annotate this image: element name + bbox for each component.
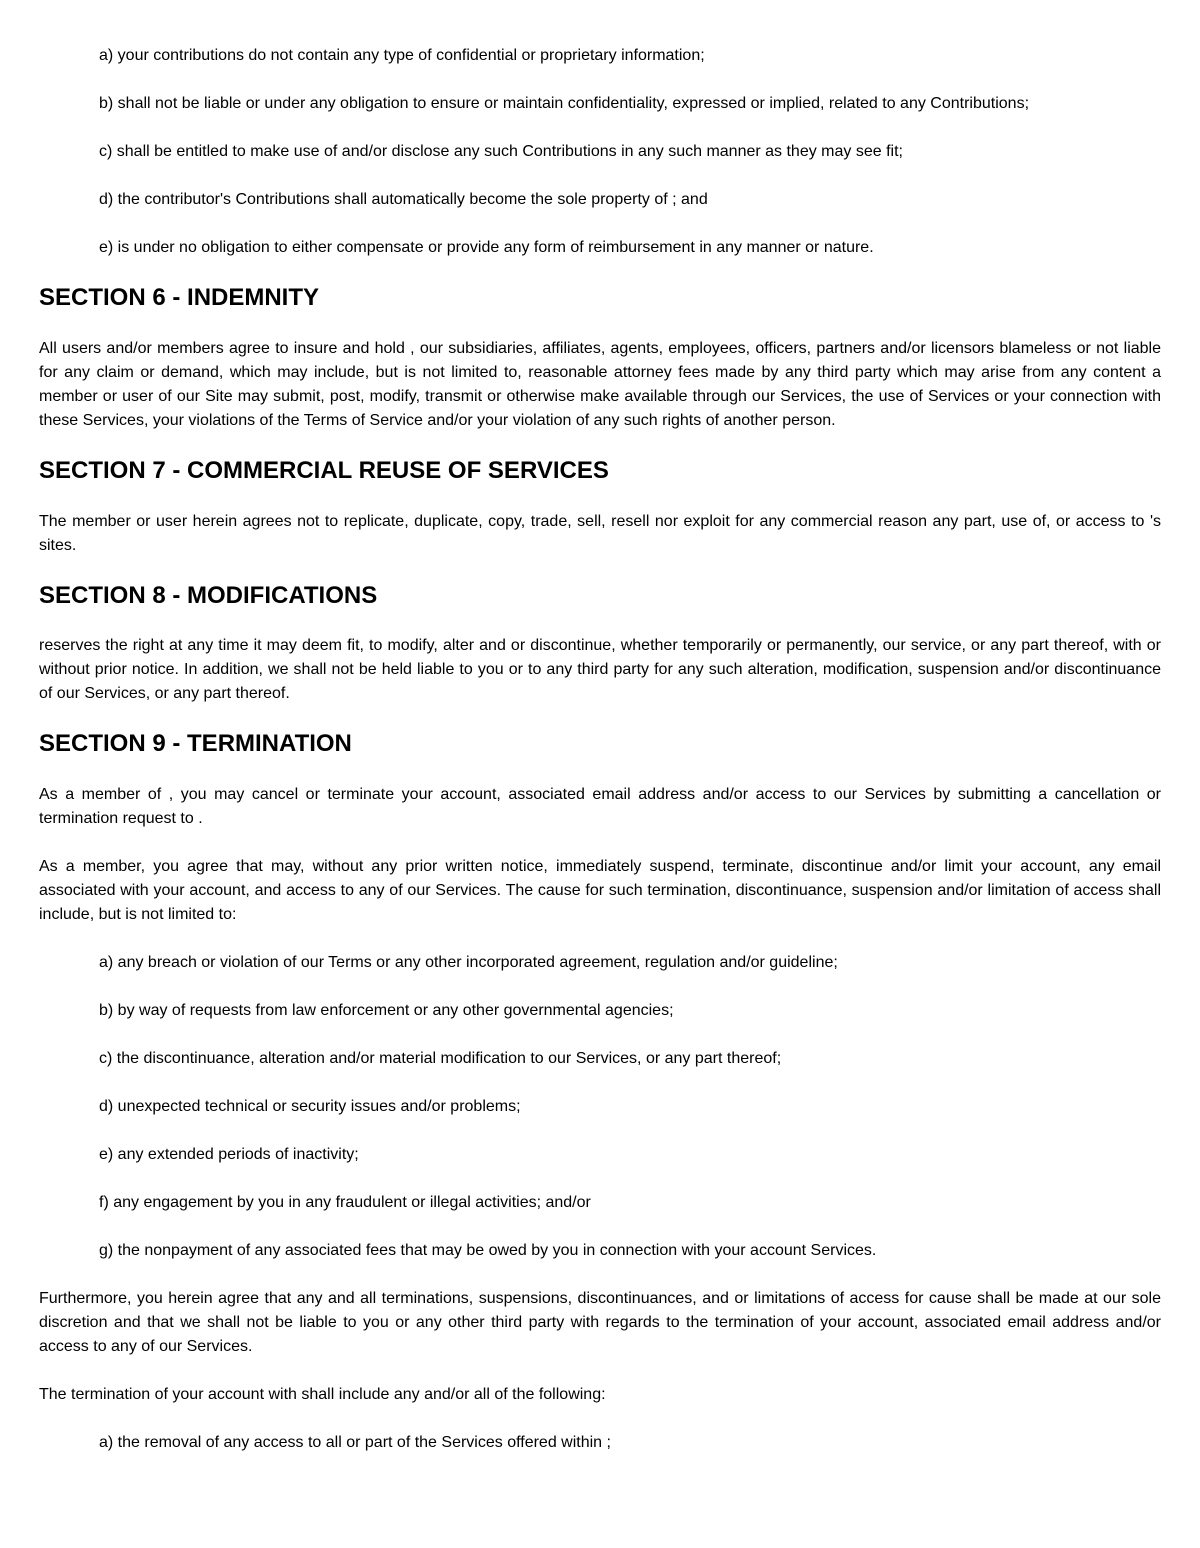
section-6-indemnity-heading: SECTION 6 - INDEMNITY xyxy=(39,284,320,311)
termination-cause-d: d) unexpected technical or security issues and/or problems; xyxy=(99,1098,521,1116)
contribution-term-c: c) shall be entitled to make use of and/or disclose any such Contributions in any such manner as they may see fit; xyxy=(99,143,903,160)
termination-cause-b: b) by way of requests from law enforcement or any other governmental agencies; xyxy=(99,1002,674,1020)
contribution-term-e: e) is under no obligation to either compensate or provide any form of reimbursement in any manner or nature. xyxy=(99,239,874,256)
contribution-term-d: d) the contributor's Contributions shall automatically become the sole property of ; and xyxy=(99,191,708,208)
termination-cause-c: c) the discontinuance, alteration and/or material modification to our Services, or any part thereof; xyxy=(99,1050,782,1068)
section-9-liability-note: Furthermore, you herein agree that any and all terminations, suspensions, discontinuances, and or limitations of access for cause shall be made at our sole discretion and that we shall not be liable to you or any other third party with regards to the termination of your account, associated email address and/or access to any of our Services. xyxy=(39,1290,1161,1356)
termination-cause-a: a) any breach or violation of our Terms or any other incorporated agreement, regulation and/or guideline; xyxy=(99,954,838,972)
termination-cause-f: f) any engagement by you in any fraudulent or illegal activities; and/or xyxy=(99,1194,591,1212)
section-9-termination-includes-intro: The termination of your account with shall include any and/or all of the following: xyxy=(39,1386,606,1404)
section-8-modifications-heading: SECTION 8 - MODIFICATIONS xyxy=(39,581,378,609)
section-7-commercial-reuse-body: The member or user herein agrees not to replicate, duplicate, copy, trade, sell, resell nor exploit for any commercial reason any part, use of, or access to 's sites. xyxy=(39,512,1161,554)
section-6-indemnity-body: All users and/or members agree to insure and hold , our subsidiaries, affiliates, agents, employees, officers, partners and/or licensors blameless or not liable for any claim or demand, which may include, but is not limited to, reasonable attorney fees made by any third party which may arise from any content a member or user of our Site may submit, post, modify, transmit or otherwise make available through our Services, the use of Services or your connection with these Services, your violations of the Terms of Service and/or your violation of any such rights of another person. xyxy=(39,339,1161,429)
termination-cause-g: g) the nonpayment of any associated fees that may be owed by you in connection with your account Services. xyxy=(99,1242,877,1260)
contribution-term-a: a) your contributions do not contain any type of confidential or proprietary information; xyxy=(99,47,705,64)
contribution-term-b: b) shall not be liable or under any obligation to ensure or maintain confidentiality, expressed or implied, related to any Contributions; xyxy=(99,95,1030,112)
section-9-paragraph-suspend: As a member, you agree that may, without any prior written notice, immediately suspend, terminate, discontinue and/or limit your account, any email associated with your account, and access to any of our Services. The cause for such termination, discontinuance, suspension and/or limitation of access shall include, but is not limited to: xyxy=(39,858,1161,924)
termination-effect-a: a) the removal of any access to all or part of the Services offered within ; xyxy=(99,1434,611,1452)
section-7-commercial-reuse-heading: SECTION 7 - COMMERCIAL REUSE OF SERVICES xyxy=(39,456,609,484)
section-9-termination-heading: SECTION 9 - TERMINATION xyxy=(39,730,352,758)
section-9-paragraph-cancel: As a member of , you may cancel or terminate your account, associated email address and/or access to our Services by submitting a cancellation or termination request to . xyxy=(39,786,1161,828)
termination-cause-e: e) any extended periods of inactivity; xyxy=(99,1146,359,1164)
section-8-modifications-body: reserves the right at any time it may deem fit, to modify, alter and or discontinue, whether temporarily or permanently, our service, or any part thereof, with or without prior notice. In addition, we shall not be held liable to you or to any third party for any such alteration, modification, suspension and/or discontinuance of our Services, or any part thereof. xyxy=(39,637,1161,703)
